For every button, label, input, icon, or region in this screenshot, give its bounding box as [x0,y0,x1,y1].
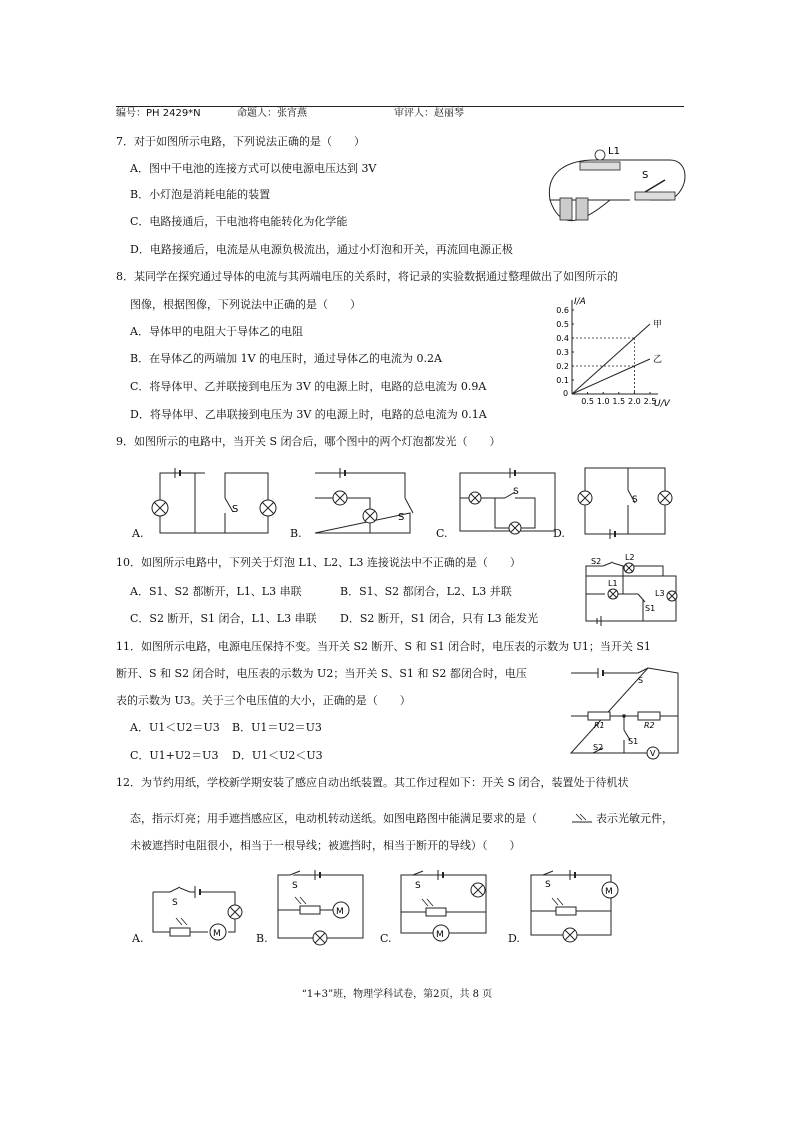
q12c-motor-label: M [436,930,444,940]
q12-label-a: A. [132,932,144,945]
q9-circuit-b [310,468,420,538]
q9c-switch-label: S [513,487,519,497]
header-reviewer: 审评人：赵丽琴 [394,108,464,119]
series-line-2 [572,359,650,394]
q12-label-d: D. [508,932,520,945]
q7-option-c: C．电路接通后，干电池将电能转化为化学能 [130,215,348,228]
q11-fig-r1: R1 [594,721,605,730]
q12d-switch-label: S [545,880,551,890]
q9-circuit-c [455,468,565,538]
y-tick-label: 0.3 [556,348,569,357]
q8-stem: 8．某同学在探究通过导体的电流与其两端电压的关系时，将记录的实验数据通过整理做出了如图所示的 [116,270,618,283]
q12-circuit-c [398,870,498,945]
q12c-switch-label: S [415,881,421,891]
q10-option-d: D．S2 断开，S1 闭合，只有 L3 能发光 [340,612,539,625]
y-axis-label: I/A [574,297,586,307]
q9a-switch-label: S [232,504,239,515]
q8-option-a: A．导体甲的电阻大于导体乙的电阻 [130,325,303,338]
q7-stem: 7．对于如图所示电路，下列说法正确的是（ ） [116,135,365,148]
q9-label-c: C. [436,527,448,540]
q9b-switch-label: S [398,512,405,523]
q12-circuit-d [528,868,628,946]
q12-stem: 12．为节约用纸，学校新学期安装了感应自动出纸装置。其工作过程如下：开关 S 闭合，装置处于待机状 [116,776,629,789]
q12-label-c: C. [380,932,392,945]
q11-fig-s2: S2 [593,743,604,752]
q8-stem-cont: 图像，根据图像，下列说法中正确的是（ ） [130,298,361,311]
q11-fig-voltmeter: V [650,749,656,758]
q12b-motor-label: M [336,907,344,917]
origin-label: 0 [563,389,569,398]
q11-fig-s1: S1 [628,737,639,746]
q11-option-b: B．U1＝U2＝U3 [232,721,322,734]
x-tick-label: 0.5 [581,397,594,406]
page-header [116,104,684,119]
q12-label-b: B. [256,932,268,945]
photosensitive-symbol-icon [570,812,594,826]
q10-option-c: C．S2 断开，S1 闭合，L1、L3 串联 [130,612,317,625]
y-tick-label: 0.6 [556,306,569,315]
series-label-2: 乙 [653,355,663,365]
q11-stem: 11．如图所示电路，电源电压保持不变。当开关 S2 断开、S 和 S1 闭合时，电压表的示数为 U1；当开关 S1 [116,640,651,653]
q8-option-b: B．在导体乙的两端加 1V 的电压时，通过导体乙的电流为 0.2A [130,352,442,365]
q11-option-a: A．U1＜U2＝U3 [130,721,220,734]
q10-fig-s1: S1 [645,604,656,613]
y-tick-label: 0.5 [556,320,569,329]
q10-option-a: A．S1、S2 都断开，L1、L3 串联 [130,585,302,598]
q7-option-a: A．图中干电池的连接方式可以使电源电压达到 3V [130,162,377,175]
q9-label-d: D. [553,527,565,540]
x-tick-label: 1.5 [612,397,626,406]
q8-iv-chart [540,292,670,410]
q12a-switch-label: S [172,898,178,908]
q10-fig-l1: L1 [608,579,618,588]
q12-stem-cont-b: 表示光敏元件， [596,812,673,825]
q12-stem-cont2: 未被遮挡时电阻很小，相当于一根导线；被遮挡时，相当于断开的导线）（ ） [130,839,521,852]
y-tick-label: 0.2 [556,362,569,371]
q7-fig-switch-label: S [642,170,649,181]
q9-stem: 9．如图所示的电路中，当开关 S 闭合后，哪个图中的两个灯泡都发光（ ） [116,435,501,448]
q12a-motor-label: M [213,929,221,939]
series-label-1: 甲 [653,320,663,330]
q12d-motor-label: M [605,887,613,897]
q9d-switch-label: S [632,495,638,505]
q10-fig-s2: S2 [591,557,602,566]
x-tick-label: 2.5 [643,397,657,406]
q12b-switch-label: S [292,881,298,891]
q10-circuit-figure [583,553,683,626]
x-tick-label: 1.0 [596,397,610,406]
q11-stem-cont2: 表的示数为 U3。关于三个电压值的大小，正确的是（ ） [116,694,411,707]
x-axis-label: U/V [654,399,670,409]
q10-option-b: B．S1、S2 都闭合，L2、L3 并联 [340,585,512,598]
q12-circuit-b [275,870,375,945]
series-line-1 [572,324,650,394]
x-tick-label: 2.0 [628,397,641,406]
q9-circuit-d [580,465,670,540]
q8-option-d: D．将导体甲、乙串联接到电压为 3V 的电源上时，电路的总电流为 0.1A [130,408,487,421]
q7-option-d: D．电路接通后，电流是从电源负极流出，通过小灯泡和开关，再流回电源正极 [130,243,513,256]
header-author: 命题人：张宵燕 [237,108,307,119]
q11-fig-s: S [638,676,644,685]
q11-fig-r2: R2 [644,721,655,730]
q7-option-b: B．小灯泡是消耗电能的装置 [130,188,271,201]
q12-circuit-a [150,880,250,950]
q9-label-a: A. [132,527,144,540]
q9-label-b: B. [290,527,302,540]
q7-circuit-figure [540,140,690,240]
y-tick-label: 0.1 [556,376,569,385]
q11-stem-cont: 断开、S 和 S2 闭合时，电压表的示数为 U2；当开关 S、S1 和 S2 都闭合时，电压 [116,667,527,680]
q11-option-d: D．U1＜U2＜U3 [232,749,323,762]
q10-fig-l3: L3 [655,589,665,598]
q7-fig-lamp-label: L1 [608,146,620,157]
header-code: 编号：PH 2429*N [116,108,201,119]
page-footer: “1+3”班，物理学科试卷，第2页，共 8 页 [301,989,493,1000]
q8-option-c: C．将导体甲、乙并联接到电压为 3V 的电源上时，电路的总电流为 0.9A [130,380,487,393]
q12-stem-cont: 态，指示灯亮；用手遮挡感应区，电动机转动送纸。如图电路图中能满足要求的是（ [130,812,537,825]
q10-fig-l2: L2 [625,553,635,562]
y-tick-label: 0.4 [556,334,569,343]
q11-option-c: C．U1+U2＝U3 [130,749,219,762]
q10-stem: 10．如图所示电路中，下列关于灯泡 L1、L2、L3 连接说法中不正确的是（ ） [116,556,521,569]
q9-circuit-a [150,468,280,538]
q11-circuit-figure [568,668,684,756]
